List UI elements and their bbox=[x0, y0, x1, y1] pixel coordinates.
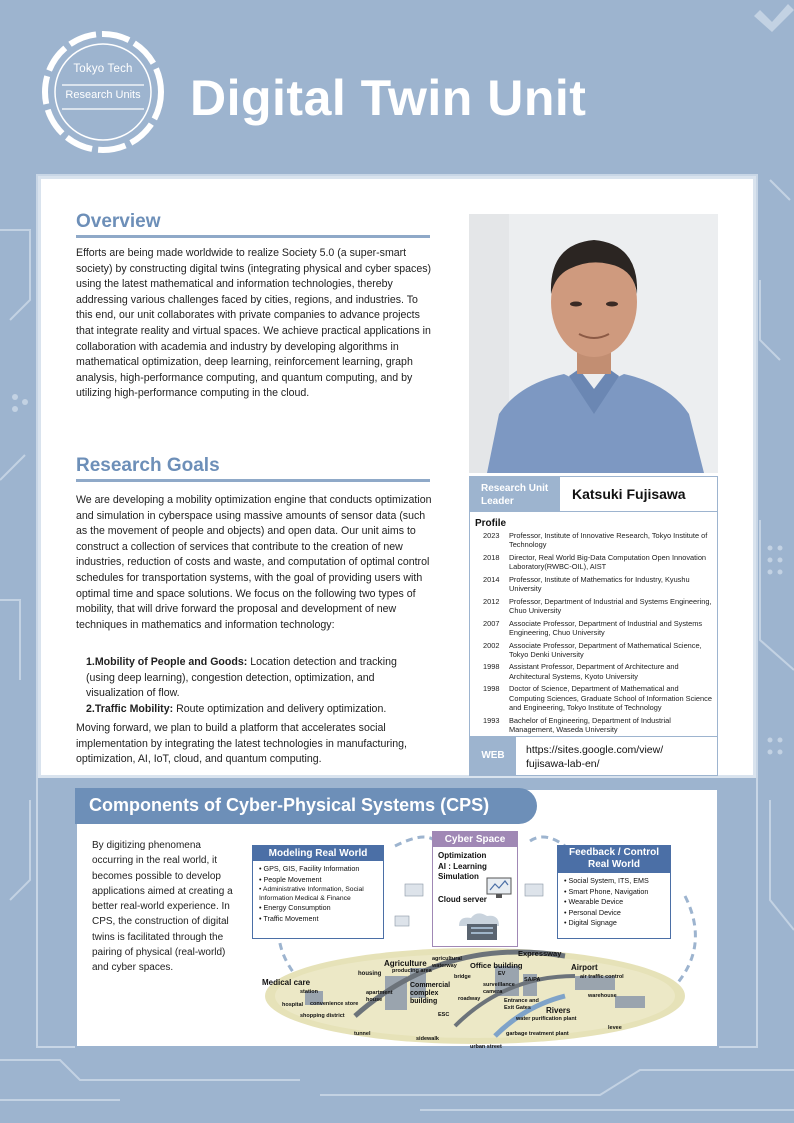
badge-line-1: Tokyo Tech bbox=[73, 63, 133, 75]
profile-desc: Bachelor of Engineering, Department of Industrial Management, Waseda University bbox=[509, 715, 671, 735]
profile-row bbox=[475, 684, 713, 712]
feedback-item: • Digital Signage bbox=[564, 918, 670, 929]
leader-box bbox=[469, 476, 718, 512]
scene-label: station bbox=[300, 989, 319, 995]
page-title: Digital Twin Unit bbox=[190, 70, 587, 126]
scene-label: Expressway bbox=[518, 949, 562, 958]
scene-label: producing area bbox=[392, 968, 432, 974]
profile-year: 2012 bbox=[483, 596, 500, 606]
profile-year: 2014 bbox=[483, 574, 500, 584]
scene-label: apartment house bbox=[366, 990, 393, 1003]
modeling-item: • Traffic Movement bbox=[259, 914, 383, 925]
scene-label: Medical care bbox=[262, 978, 311, 987]
scene-label: ESC bbox=[438, 1012, 450, 1018]
badge-line-2: Research Units bbox=[65, 89, 141, 101]
profile-row bbox=[475, 662, 713, 681]
cps-description: By digitizing phenomena occurring in the real world, it becomes possible to develop applications aimed at creating a better real-world experience. In CPS, the construction of digital twins is facilitated through the pairing of physical (real-world) and cyber spaces. bbox=[92, 840, 233, 974]
feedback-item: • Wearable Device bbox=[564, 897, 670, 908]
overview-text: Efforts are being made worldwide to realize Society 5.0 (a super-smart society) by constructing digital twins (integrating physical and cyber spaces) using the latest mathematical and information technologies, thereby addressing various challenges faced by cities, regions, and industries. To this end, our unit collaborates with private companies to advance projects that integrate reality and virtual spaces. We achieve practical applications in collaboration with academia and industry by developing algorithms in mathematical optimization, deep learning, reinforcement learning, graph analysis, high-performance computing, and quantum computing, and by utilizing high-performance computing in the cloud. bbox=[76, 247, 432, 400]
overview-underline bbox=[76, 235, 430, 238]
profile-row bbox=[475, 716, 713, 735]
scene-label: SA/PA bbox=[524, 977, 541, 983]
web-url-line-2: fujisawa-lab-en/ bbox=[526, 758, 600, 770]
profile-desc: Professor, Institute of Mathematics for Industry, Kyushu University bbox=[509, 574, 690, 594]
scene-label: bridge bbox=[454, 974, 471, 980]
scene-label: hospital bbox=[282, 1002, 304, 1008]
scene-label: roadway bbox=[458, 996, 481, 1002]
profile-heading: Profile bbox=[475, 518, 507, 529]
modeling-real-world-heading: Modeling Real World bbox=[253, 846, 383, 861]
cyber-space-box bbox=[432, 831, 518, 947]
leader-photo bbox=[469, 214, 718, 473]
profile-year: 2023 bbox=[483, 531, 500, 540]
feedback-item: • Smart Phone, Navigation bbox=[564, 887, 670, 898]
scene-label: air traffic control bbox=[580, 974, 624, 980]
goal-item-1-text: Location detection and tracking (using deep learning), congestion detection, optimization, and visualization of flow. bbox=[86, 656, 397, 700]
cps-title: Components of Cyber-Physical Systems (CPS) bbox=[75, 788, 537, 824]
profile-section bbox=[475, 518, 713, 738]
leader-name: Katsuki Fujisawa bbox=[572, 486, 686, 502]
modeling-item: • GPS, GIS, Facility Information bbox=[259, 864, 383, 875]
profile-row bbox=[475, 531, 713, 550]
modeling-real-world-box bbox=[252, 845, 384, 939]
profile-desc: Doctor of Science, Department of Mathematical and Computing Sciences, Graduate School of Information Science and Engineering, Tokyo Institute of Technology bbox=[509, 684, 712, 713]
scene-label: EV bbox=[498, 971, 506, 977]
profile-year: 1993 bbox=[483, 715, 500, 725]
research-goals-closing: Moving forward, we plan to build a platform that accelerates social implementation by integrating the latest technologies in manufacturing, optimization, AI, IoT, cloud, and quantum computing. bbox=[76, 722, 407, 766]
profile-desc: Assistant Professor, Department of Architecture and Architectural Systems, Kyoto University bbox=[509, 662, 679, 681]
web-label: WEB bbox=[470, 737, 516, 775]
profile-row bbox=[475, 553, 713, 572]
profile-year: 2002 bbox=[483, 640, 500, 650]
web-link[interactable] bbox=[526, 743, 663, 771]
feedback-control-heading: Feedback / Control Real World bbox=[558, 846, 670, 873]
scene-label: tunnel bbox=[354, 1031, 371, 1037]
research-goals-underline bbox=[76, 479, 430, 482]
goal-item-2 bbox=[86, 702, 426, 718]
profile-row bbox=[475, 641, 713, 660]
scene-label: housing bbox=[358, 971, 382, 977]
scene-label: convenience store bbox=[310, 1001, 359, 1007]
profile-year: 2018 bbox=[483, 552, 500, 562]
profile-year: 2007 bbox=[483, 618, 500, 628]
scene-label: Office building bbox=[470, 961, 523, 970]
scene-label: Entrance and Exit Gates bbox=[504, 998, 539, 1011]
goal-item-2-label: 2.Traffic Mobility: bbox=[86, 703, 174, 715]
monitor-icon bbox=[485, 876, 513, 900]
profile-desc: Professor, Department of Industrial and Systems Engineering, Chuo University bbox=[509, 596, 712, 616]
modeling-item: • People Movement bbox=[259, 875, 383, 886]
profile-row bbox=[475, 575, 713, 594]
profile-desc: Associate Professor, Department of Mathematical Science, Tokyo Denki University bbox=[509, 640, 702, 659]
research-units-badge bbox=[36, 25, 170, 159]
profile-row bbox=[475, 619, 713, 638]
profile-desc: Director, Real World Big-Data Computation Open Innovation Laboratory(RWBC-OIL), AIST bbox=[509, 552, 707, 572]
feedback-item: • Social System, ITS, EMS bbox=[564, 876, 670, 887]
scene-label: water purification plant bbox=[516, 1016, 577, 1022]
leader-label: Research Unit Leader bbox=[470, 477, 560, 511]
cyber-ai-learning: AI : Learning bbox=[438, 861, 487, 871]
profile-desc: Associate Professor, Department of Industrial and Systems Engineering, Chuo University bbox=[509, 618, 703, 638]
research-goals-heading: Research Goals bbox=[76, 455, 220, 476]
scene-label: surveillance camera bbox=[483, 982, 515, 995]
cloud-server-icon bbox=[453, 912, 509, 942]
scene-label: Commercial complex building bbox=[410, 982, 451, 1005]
feedback-control-box bbox=[557, 845, 671, 939]
cyber-simulation: Simulation bbox=[438, 872, 479, 881]
portrait-illustration bbox=[469, 214, 718, 473]
goal-item-1 bbox=[86, 655, 416, 702]
scene-label: shopping district bbox=[300, 1013, 345, 1019]
modeling-item: • Energy Consumption bbox=[259, 903, 383, 914]
modeling-item: • Administrative Information, Social Information Medical & Finance bbox=[259, 885, 383, 903]
scene-label: agricultural waterway bbox=[432, 956, 462, 969]
cyber-space-heading: Cyber Space bbox=[433, 832, 517, 847]
goal-item-1-label: 1.Mobility of People and Goods: bbox=[86, 656, 248, 668]
cyber-optimization: Optimization bbox=[438, 851, 487, 860]
profile-row bbox=[475, 597, 713, 616]
cyber-cloud-server: Cloud server bbox=[438, 894, 487, 904]
scene-label: urban street bbox=[470, 1044, 502, 1050]
goal-item-2-text: Route optimization and delivery optimization. bbox=[173, 703, 387, 715]
profile-year: 1998 bbox=[483, 684, 500, 694]
web-box bbox=[469, 736, 718, 776]
scene-label: Agriculture bbox=[384, 959, 427, 968]
scene-label: garbage treatment plant bbox=[506, 1031, 569, 1037]
scene-label: warehouse bbox=[588, 993, 617, 999]
web-url-line-1: https://sites.google.com/view/ bbox=[526, 744, 664, 756]
scene-label: levee bbox=[608, 1025, 622, 1031]
overview-heading: Overview bbox=[76, 211, 161, 232]
scene-label: sidewalk bbox=[416, 1036, 439, 1042]
profile-year: 1998 bbox=[483, 662, 500, 672]
research-goals-text: We are developing a mobility optimization engine that conducts optimization and simulation in cyberspace using massive amounts of sensor data (such as the movement of people and objects) and open data. Our unit aims to construct a collection of services that contribute to the creation of new industries, reduction of costs and waste, and computation of optimal control schedules for transportation systems, with the goal of providing users with optimal time and space solutions. We focus on the following two types of mobility, that will drive forward the proposal and development of new techniques in mathematics and information technology: bbox=[76, 494, 432, 631]
profile-desc: Professor, Institute of Innovative Research, Tokyo Institute of Technology bbox=[509, 531, 708, 550]
scene-label: Airport bbox=[571, 963, 598, 972]
scene-label: Rivers bbox=[546, 1006, 571, 1015]
feedback-item: • Personal Device bbox=[564, 908, 670, 919]
